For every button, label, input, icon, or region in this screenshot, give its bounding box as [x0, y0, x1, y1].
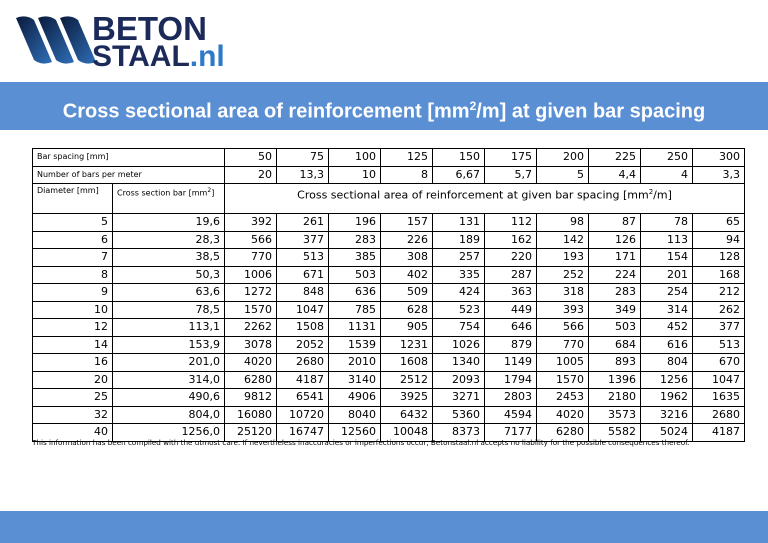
area-cell: 893	[589, 354, 641, 372]
diameter-cell: 8	[33, 266, 113, 284]
area-cell: 252	[537, 266, 589, 284]
area-cell: 5582	[589, 424, 641, 442]
section-cell: 153,9	[113, 336, 225, 354]
area-cell: 4187	[277, 371, 329, 389]
area-cell: 5024	[641, 424, 693, 442]
diameter-cell: 25	[33, 389, 113, 407]
area-cell: 3925	[381, 389, 433, 407]
area-cell: 126	[589, 231, 641, 249]
area-cell: 1539	[329, 336, 381, 354]
area-cell: 2180	[589, 389, 641, 407]
area-cell: 1608	[381, 354, 433, 372]
diameter-cell: 14	[33, 336, 113, 354]
bars-label: Number of bars per meter	[33, 166, 225, 184]
area-cell: 262	[693, 301, 745, 319]
table-row	[33, 389, 745, 407]
area-cell: 1047	[277, 301, 329, 319]
section-cell: 63,6	[113, 284, 225, 302]
table-row	[33, 301, 745, 319]
area-cell: 393	[537, 301, 589, 319]
area-cell: 905	[381, 319, 433, 337]
spacing-cell: 175	[485, 149, 537, 167]
area-cell: 261	[277, 214, 329, 232]
spacing-cell: 300	[693, 149, 745, 167]
area-cell: 2680	[693, 406, 745, 424]
bars-cell: 5	[537, 166, 589, 184]
spacing-cell: 125	[381, 149, 433, 167]
area-cell: 2512	[381, 371, 433, 389]
area-header	[225, 184, 745, 214]
section-header-sup: 2	[207, 187, 212, 194]
area-cell: 3573	[589, 406, 641, 424]
area-cell: 670	[693, 354, 745, 372]
reinforcement-table	[32, 148, 745, 442]
bars-cell: 4,4	[589, 166, 641, 184]
table-row	[33, 249, 745, 267]
area-cell: 452	[641, 319, 693, 337]
bars-cell: 20	[225, 166, 277, 184]
area-cell: 1962	[641, 389, 693, 407]
area-cell: 154	[641, 249, 693, 267]
area-cell: 1231	[381, 336, 433, 354]
area-cell: 1396	[589, 371, 641, 389]
area-cell: 2010	[329, 354, 381, 372]
table-row	[33, 354, 745, 372]
spacing-cell: 75	[277, 149, 329, 167]
area-cell: 6280	[537, 424, 589, 442]
area-header-pre: Cross sectional area of reinforcement at given bar spacing [mm	[297, 188, 649, 202]
area-cell: 3140	[329, 371, 381, 389]
area-cell: 314	[641, 301, 693, 319]
spacing-cell: 200	[537, 149, 589, 167]
title-banner	[0, 82, 768, 130]
area-cell: 628	[381, 301, 433, 319]
diameter-cell: 6	[33, 231, 113, 249]
area-cell: 1794	[485, 371, 537, 389]
logo	[12, 10, 252, 73]
area-cell: 8373	[433, 424, 485, 442]
section-cell: 201,0	[113, 354, 225, 372]
spacing-cell: 50	[225, 149, 277, 167]
area-cell: 196	[329, 214, 381, 232]
footer-bar	[0, 511, 768, 543]
area-cell: 363	[485, 284, 537, 302]
area-cell: 785	[329, 301, 381, 319]
diameter-cell: 16	[33, 354, 113, 372]
area-cell: 1508	[277, 319, 329, 337]
area-cell: 7177	[485, 424, 537, 442]
area-cell: 87	[589, 214, 641, 232]
disclaimer-text: This information has been compiled with the utmost care. If nevertheless inaccuracies or imperfections occur, Betonstaal.nl accepts no liability for the possible consequences thereof.	[32, 438, 690, 447]
diameter-cell: 9	[33, 284, 113, 302]
spacing-row	[33, 149, 745, 167]
spacing-cell: 150	[433, 149, 485, 167]
banner-title-sup: 2	[469, 99, 477, 113]
area-cell: 1570	[225, 301, 277, 319]
area-cell: 377	[277, 231, 329, 249]
area-cell: 2803	[485, 389, 537, 407]
table-row	[33, 231, 745, 249]
bars-cell: 10	[329, 166, 381, 184]
area-cell: 671	[277, 266, 329, 284]
area-cell: 65	[693, 214, 745, 232]
area-cell: 1005	[537, 354, 589, 372]
area-cell: 254	[641, 284, 693, 302]
area-cell: 509	[381, 284, 433, 302]
section-cell: 1256,0	[113, 424, 225, 442]
spacing-label: Bar spacing [mm]	[33, 149, 225, 167]
area-cell: 2262	[225, 319, 277, 337]
area-cell: 168	[693, 266, 745, 284]
diameter-cell: 12	[33, 319, 113, 337]
bars-cell: 8	[381, 166, 433, 184]
area-cell: 212	[693, 284, 745, 302]
bars-cell: 6,67	[433, 166, 485, 184]
section-cell: 19,6	[113, 214, 225, 232]
table-row	[33, 336, 745, 354]
section-header-pre: Cross section bar [mm	[117, 188, 208, 198]
table-row	[33, 371, 745, 389]
area-cell: 189	[433, 231, 485, 249]
area-cell: 128	[693, 249, 745, 267]
area-cell: 1026	[433, 336, 485, 354]
spacing-cell: 225	[589, 149, 641, 167]
logo-text-beton: BETON	[92, 10, 207, 47]
area-cell: 566	[537, 319, 589, 337]
area-cell: 335	[433, 266, 485, 284]
area-cell: 1256	[641, 371, 693, 389]
logo-text-staal	[92, 42, 225, 72]
area-cell: 646	[485, 319, 537, 337]
area-cell: 4594	[485, 406, 537, 424]
area-cell: 1006	[225, 266, 277, 284]
logo-nl: .nl	[189, 40, 225, 73]
area-cell: 1272	[225, 284, 277, 302]
area-cell: 142	[537, 231, 589, 249]
area-cell: 1047	[693, 371, 745, 389]
diameter-cell: 5	[33, 214, 113, 232]
area-cell: 171	[589, 249, 641, 267]
area-cell: 308	[381, 249, 433, 267]
bars-cell: 3,3	[693, 166, 745, 184]
area-cell: 25120	[225, 424, 277, 442]
area-cell: 224	[589, 266, 641, 284]
area-cell: 385	[329, 249, 381, 267]
area-cell: 283	[589, 284, 641, 302]
section-cell: 113,1	[113, 319, 225, 337]
area-cell: 616	[641, 336, 693, 354]
area-cell: 16080	[225, 406, 277, 424]
area-cell: 503	[589, 319, 641, 337]
area-cell: 5360	[433, 406, 485, 424]
table-body	[33, 149, 745, 442]
area-cell: 879	[485, 336, 537, 354]
area-cell: 193	[537, 249, 589, 267]
diameter-cell: 7	[33, 249, 113, 267]
area-cell: 9812	[225, 389, 277, 407]
area-cell: 113	[641, 231, 693, 249]
area-cell: 94	[693, 231, 745, 249]
bars-row	[33, 166, 745, 184]
banner-title-post: /m] at given bar spacing	[476, 100, 706, 123]
diameter-cell: 32	[33, 406, 113, 424]
area-cell: 16747	[277, 424, 329, 442]
area-cell: 4906	[329, 389, 381, 407]
area-cell: 3271	[433, 389, 485, 407]
area-cell: 523	[433, 301, 485, 319]
area-cell: 131	[433, 214, 485, 232]
section-header-post: ]	[211, 188, 215, 198]
area-cell: 503	[329, 266, 381, 284]
table-row	[33, 266, 745, 284]
diameter-header: Diameter [mm]	[33, 184, 113, 214]
area-cell: 392	[225, 214, 277, 232]
area-cell: 2453	[537, 389, 589, 407]
bars-cell: 5,7	[485, 166, 537, 184]
bars-cell: 13,3	[277, 166, 329, 184]
area-cell: 1635	[693, 389, 745, 407]
area-cell: 12560	[329, 424, 381, 442]
table-row	[33, 406, 745, 424]
area-cell: 6280	[225, 371, 277, 389]
area-cell: 162	[485, 231, 537, 249]
area-cell: 848	[277, 284, 329, 302]
area-cell: 283	[329, 231, 381, 249]
area-cell: 2052	[277, 336, 329, 354]
section-cell: 50,3	[113, 266, 225, 284]
area-cell: 1570	[537, 371, 589, 389]
area-cell: 3216	[641, 406, 693, 424]
area-cell: 318	[537, 284, 589, 302]
table-row	[33, 319, 745, 337]
area-cell: 4020	[225, 354, 277, 372]
area-cell: 2680	[277, 354, 329, 372]
area-cell: 770	[537, 336, 589, 354]
area-header-post: /m]	[653, 188, 672, 202]
section-cell: 804,0	[113, 406, 225, 424]
section-cell: 314,0	[113, 371, 225, 389]
area-cell: 566	[225, 231, 277, 249]
area-cell: 449	[485, 301, 537, 319]
area-cell: 770	[225, 249, 277, 267]
area-cell: 201	[641, 266, 693, 284]
area-cell: 98	[537, 214, 589, 232]
spacing-cell: 250	[641, 149, 693, 167]
section-cell: 490,6	[113, 389, 225, 407]
section-header	[113, 184, 225, 214]
area-cell: 10720	[277, 406, 329, 424]
area-cell: 3078	[225, 336, 277, 354]
area-cell: 513	[277, 249, 329, 267]
area-cell: 1149	[485, 354, 537, 372]
area-cell: 1340	[433, 354, 485, 372]
area-cell: 6432	[381, 406, 433, 424]
bars-cell: 4	[641, 166, 693, 184]
table-row	[33, 214, 745, 232]
area-cell: 257	[433, 249, 485, 267]
area-cell: 78	[641, 214, 693, 232]
area-cell: 220	[485, 249, 537, 267]
area-cell: 513	[693, 336, 745, 354]
section-cell: 38,5	[113, 249, 225, 267]
area-cell: 4187	[693, 424, 745, 442]
table-row	[33, 284, 745, 302]
area-cell: 804	[641, 354, 693, 372]
area-cell: 377	[693, 319, 745, 337]
area-cell: 349	[589, 301, 641, 319]
area-cell: 226	[381, 231, 433, 249]
area-cell: 157	[381, 214, 433, 232]
section-cell: 78,5	[113, 301, 225, 319]
area-cell: 112	[485, 214, 537, 232]
area-cell: 10048	[381, 424, 433, 442]
diameter-cell: 40	[33, 424, 113, 442]
diameter-cell: 20	[33, 371, 113, 389]
header-row	[33, 184, 745, 214]
logo-staal: STAAL	[92, 40, 190, 73]
area-cell: 636	[329, 284, 381, 302]
area-cell: 287	[485, 266, 537, 284]
area-cell: 424	[433, 284, 485, 302]
area-cell: 402	[381, 266, 433, 284]
area-cell: 4020	[537, 406, 589, 424]
banner-title-pre: Cross sectional area of reinforcement [mm	[62, 100, 470, 123]
area-cell: 8040	[329, 406, 381, 424]
area-cell: 754	[433, 319, 485, 337]
logo-stripes-icon	[12, 10, 102, 70]
area-cell: 1131	[329, 319, 381, 337]
diameter-cell: 10	[33, 301, 113, 319]
area-header-sup: 2	[648, 188, 654, 196]
area-cell: 684	[589, 336, 641, 354]
area-cell: 2093	[433, 371, 485, 389]
area-cell: 6541	[277, 389, 329, 407]
spacing-cell: 100	[329, 149, 381, 167]
section-cell: 28,3	[113, 231, 225, 249]
